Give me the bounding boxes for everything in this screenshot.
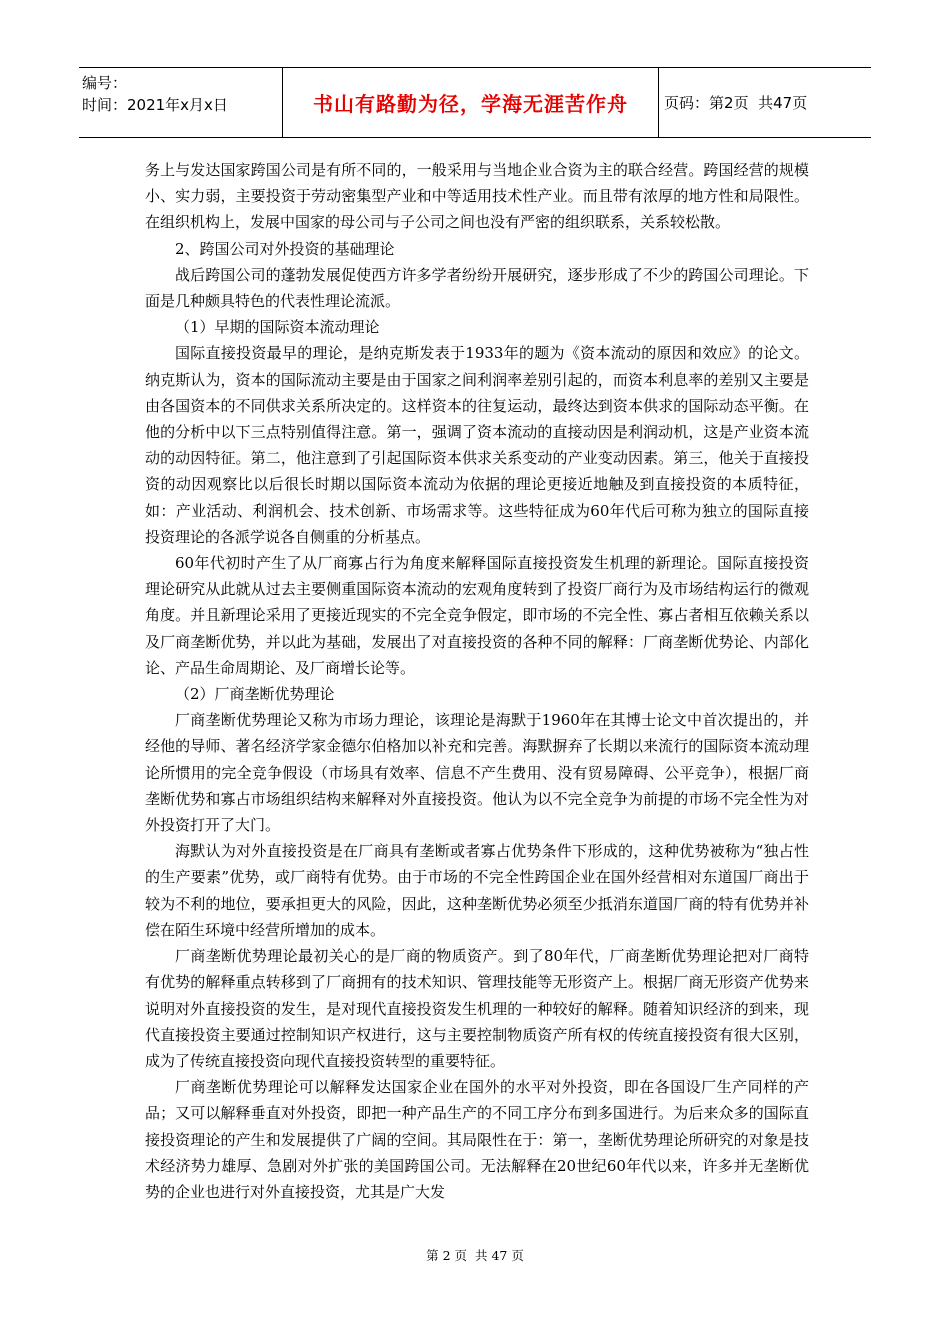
header-meta xyxy=(79,68,283,137)
motto-text: 书山有路勤为径，学海无涯苦作舟 xyxy=(313,92,628,116)
footer-total: 47 xyxy=(491,1248,508,1263)
code-label: 编号： xyxy=(82,74,128,92)
paragraph-continuation: 务上与发达国家跨国公司是有所不同的，一般采用与当地企业合资为主的联合经营。跨国经营的规模小、实力弱，主要投资于劳动密集型产业和中等适用技术性产业。而且带有浓厚的地方性和局限性。在组织机构上，发展中国家的母公司与子公司之间也没有严密的组织联系，关系较松散。 xyxy=(145,161,809,232)
subsection-heading-1: （1）早期的国际资本流动理论 xyxy=(175,318,380,337)
time-label: 时间：2021年x月x日 xyxy=(82,96,228,114)
paragraph: 厂商垄断优势理论最初关心的是厂商的物质资产。到了80年代，厂商垄断优势理论把对厂商特有优势的解释重点转移到了厂商拥有的技术知识、管理技能等无形资产上。根据厂商无形资产优势来说明对外直接投资的发生，是对现代直接投资发生机理的一种较好的解释。随着知识经济的到来，现代直接投资主要通过控制知识产权进行，这与主要控制物质资产所有权的传统直接投资有很大区别，成为了传统直接投资向现代直接投资转型的重要特征。 xyxy=(145,947,809,1070)
paragraph: 海默认为对外直接投资是在厂商具有垄断或者寡占优势条件下形成的，这种优势被称为“独占性的生产要素”优势，或厂商特有优势。由于市场的不完全性跨国企业在国外经营相对东道国厂商出于较为不利的地位，要承担更大的风险，因此，这种垄断优势必须至少抵消东道国厂商的特有优势并补偿在陌生环境中经营所增加的成本。 xyxy=(145,842,809,939)
page-footer xyxy=(0,1246,950,1264)
page-current: 2 xyxy=(724,93,734,112)
paragraph: 60年代初时产生了从厂商寡占行为角度来解释国际直接投资发生机理的新理论。国际直接投资理论研究从此就从过去主要侧重国际资本流动的宏观角度转到了投资厂商行为及市场结构运行的微观角度。并且新理论采用了更接近现实的不完全竞争假定，即市场的不完全性、寡占者相互依赖关系以及厂商垄断优势，并以此为基础，发展出了对直接投资的各种不同的解释：厂商垄断优势论、内部化论、产品生命周期论、及厂商增长论等。 xyxy=(145,554,809,677)
header-motto xyxy=(283,68,659,137)
document-body xyxy=(145,157,809,1205)
footer-mid: 页 共 xyxy=(454,1248,488,1263)
page-label: 页码：第 xyxy=(664,94,725,112)
footer-suffix: 页 xyxy=(511,1248,524,1263)
footer-prefix: 第 xyxy=(426,1248,439,1263)
header-page-info xyxy=(659,68,871,137)
paragraph: 厂商垄断优势理论又称为市场力理论，该理论是海默于1960年在其博士论文中首次提出的，并经他的导师、著名经济学家金德尔伯格加以补充和完善。海默摒弃了长期以来流行的国际资本流动理论所惯用的完全竞争假设（市场具有效率、信息不产生费用、没有贸易障碍、公平竞争），根据厂商垄断优势和寡占市场组织结构来解释对外直接投资。他认为以不完全竞争为前提的市场不完全性为对外投资打开了大门。 xyxy=(145,711,809,835)
page-mid: 页 共 xyxy=(733,94,774,112)
page-end: 页 xyxy=(792,94,808,112)
footer-current: 2 xyxy=(442,1248,451,1263)
paragraph: 战后跨国公司的蓬勃发展促使西方许多学者纷纷开展研究，逐步形成了不少的跨国公司理论。下面是几种颇具特色的代表性理论流派。 xyxy=(145,265,809,311)
paragraph: 厂商垄断优势理论可以解释发达国家企业在国外的水平对外投资，即在各国设厂生产同样的产品；又可以解释垂直对外投资，即把一种产品生产的不同工序分布到多国进行。为后来众多的国际直接投资理论的产生和发展提供了广阔的空间。其局限性在于：第一，垄断优势理论所研究的对象是技术经济势力雄厚、急剧对外扩张的美国跨国公司。无法解释在20世纪60年代以来，许多并无垄断优势的企业也进行对外直接投资，尤其是广大发 xyxy=(145,1078,809,1201)
paragraph: 国际直接投资最早的理论，是纳克斯发表于1933年的题为《资本流动的原因和效应》的论文。纳克斯认为，资本的国际流动主要是由于国家之间利润率差别引起的，而资本利息率的差别又主要是由各国资本的不同供求关系所决定的。这样资本的往复运动，最终达到资本供求的国际动态平衡。在他的分析中以下三点特别值得注意。第一，强调了资本流动的直接动因是利润动机，这是产业资本流动的动因特征。第二，他注意到了引起国际资本供求关系变动的产业变动因素。第三，他关于直接投资的动因观察比以后很长时期以国际资本流动为依据的理论更接近地触及到直接投资的本质特征，如：产业活动、利润机会、技术创新、市场需求等。这些特征成为60年代后可称为独立的国际直接投资理论的各派学说各自侧重的分析基点。 xyxy=(145,344,809,546)
section-heading-2: 2、跨国公司对外投资的基础理论 xyxy=(175,239,395,258)
page-header xyxy=(79,67,871,138)
subsection-heading-2: （2）厂商垄断优势理论 xyxy=(175,685,335,704)
page-total: 47 xyxy=(773,93,793,112)
